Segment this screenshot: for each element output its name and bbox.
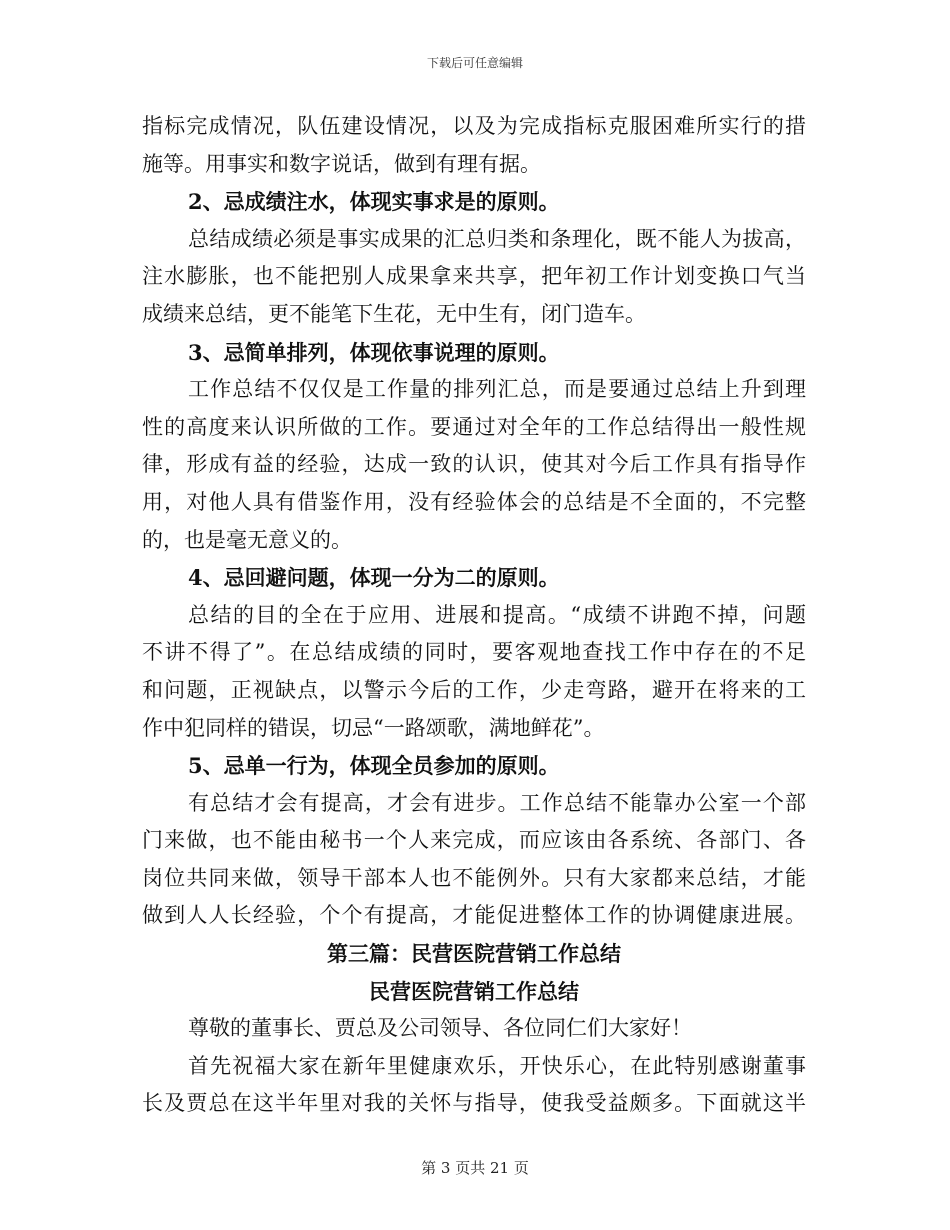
section-heading: 4、忌回避问题，体现一分为二的原则。 [188,565,560,591]
body-text-line: 长及贾总在这半年里对我的关怀与指导，使我受益颇多。下面就这半 [142,1091,806,1116]
document-title: 第三篇：民营医院营销工作总结 [327,941,621,967]
body-text-line: 的，也是毫无意义的。 [142,527,352,552]
body-text-line: 律，形成有益的经验，达成一致的认识，使其对今后工作具有指导作 [142,452,806,477]
body-text-line: 和问题，正视缺点，以警示今后的工作，少走弯路，避开在将来的工 [142,677,806,702]
body-text-line: 做到人人长经验，个个有提高，才能促进整体工作的协调健康进展。 [142,903,806,928]
page-header: 下载后可任意编辑 [426,56,523,70]
paragraph-first-line: 有总结才会有提高，才会有进步。工作总结不能靠办公室一个部 [188,790,806,815]
paragraph-first-line: 总结成绩必须是事实成果的汇总归类和条理化，既不能人为拔高， [188,226,806,251]
body-text-line: 施等。用事实和数字说话，做到有理有据。 [142,151,541,176]
body-text-line: 性的高度来认识所做的工作。要通过对全年的工作总结得出一般性规 [142,414,806,439]
body-text-line: 作中犯同样的错误，切忌“一路颂歌，满地鲜花”。 [142,715,605,740]
paragraph-first-line: 尊敬的董事长、贾总及公司领导、各位同仁们大家好！ [188,1016,692,1041]
page-footer: 第 3 页共 21 页 [421,1159,529,1177]
body-text-line: 岗位共同来做，领导干部本人也不能例外。只有大家都来总结，才能 [142,865,806,890]
paragraph-first-line: 工作总结不仅仅是工作量的排列汇总，而是要通过总结上升到理 [188,377,806,402]
section-heading: 3、忌简单排列，体现依事说理的原则。 [188,339,560,365]
body-text-line: 注水膨胀，也不能把别人成果拿来共享，把年初工作计划变换口气当 [142,264,806,289]
paragraph-first-line: 总结的目的全在于应用、进展和提高。“成绩不讲跑不掉，问题 [188,602,806,627]
document-body [142,108,806,1123]
section-heading: 2、忌成绩注水，体现实事求是的原则。 [188,189,560,215]
body-text-line: 指标完成情况，队伍建设情况，以及为完成指标克服困难所实行的措 [142,114,806,138]
section-heading: 5、忌单一行为，体现全员参加的原则。 [188,753,560,779]
document-title: 民营医院营销工作总结 [369,978,579,1004]
body-text-line: 用，对他人具有借鉴作用，没有经验体会的总结是不全面的，不完整 [142,489,806,514]
body-text-line: 不讲不得了”。在总结成绩的同时，要客观地查找工作中存在的不足 [142,640,806,665]
paragraph-first-line: 首先祝福大家在新年里健康欢乐，开快乐心，在此特别感谢董事 [188,1053,806,1078]
body-text-line: 成绩来总结，更不能笔下生花，无中生有，闭门造车。 [142,301,646,326]
body-text-line: 门来做，也不能由秘书一个人来完成，而应该由各系统、各部门、各 [142,828,806,853]
